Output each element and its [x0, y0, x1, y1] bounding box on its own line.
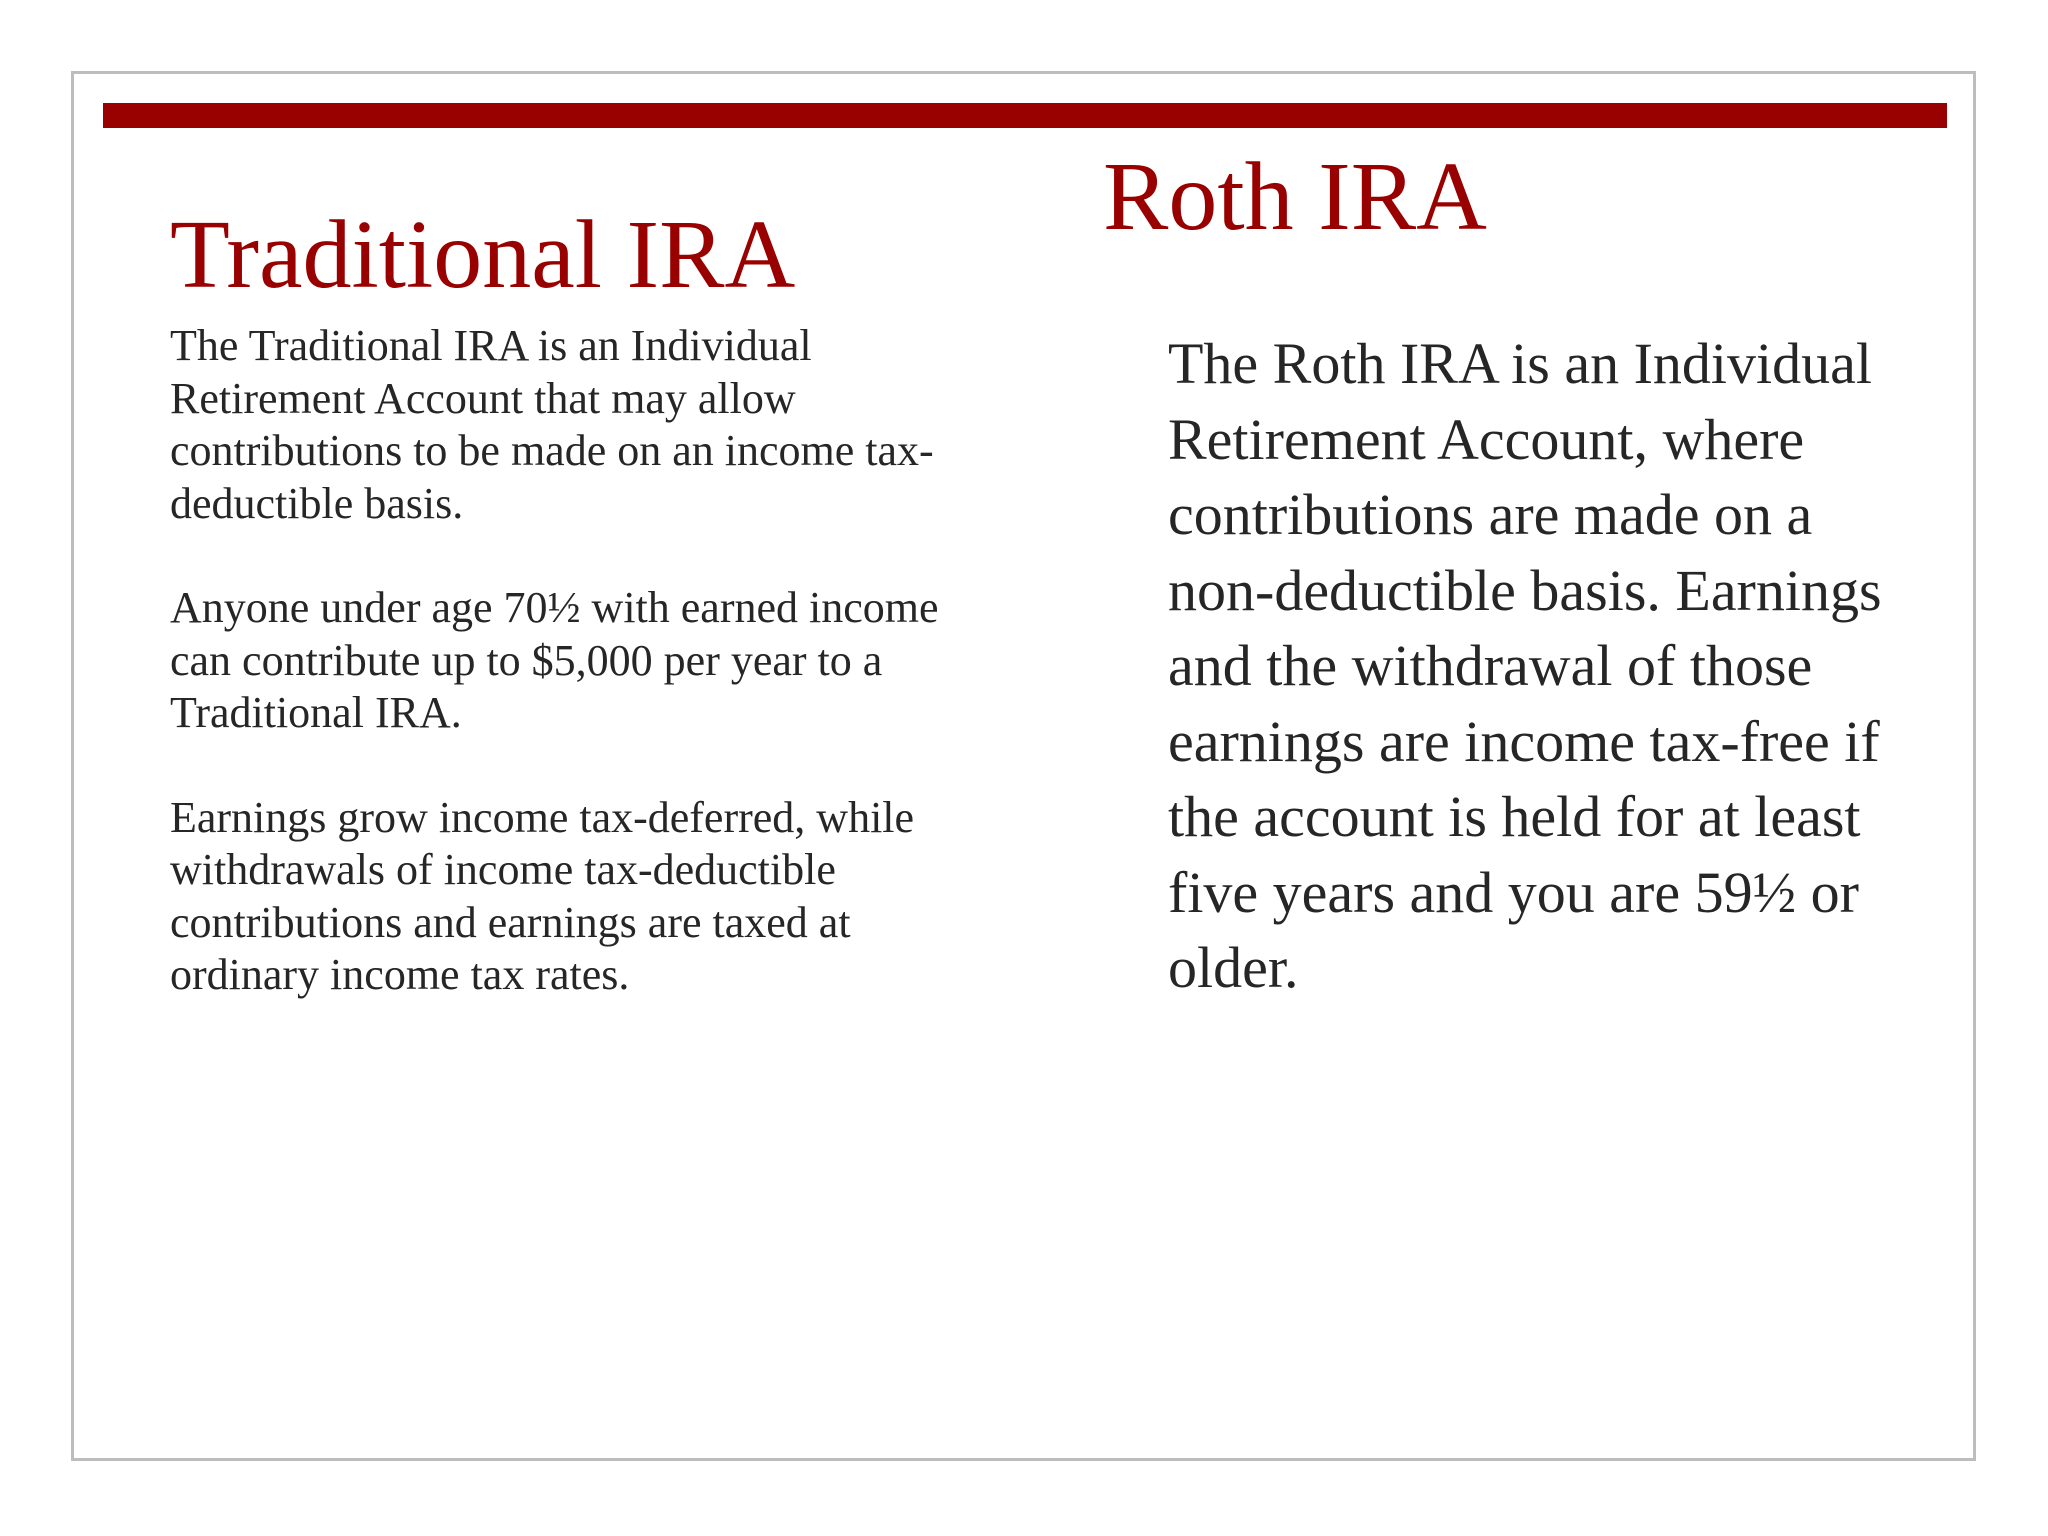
roth-ira-heading: Roth IRA	[1103, 143, 1487, 251]
slide-accent-bar	[103, 103, 1947, 128]
traditional-ira-taxation: Earnings grow income tax-deferred, while withdrawals of income tax-deductible contributions and earnings are taxed at ordinary income tax rates.	[170, 792, 915, 999]
traditional-ira-contribution-limit: Anyone under age 70½ with earned income can contribute up to $5,000 per year to a Traditional IRA.	[170, 583, 939, 737]
traditional-ira-definition: The Traditional IRA is an Individual Retirement Account that may allow contributions to be made on an income tax-deductible basis.	[170, 321, 934, 528]
roth-ira-body	[1168, 326, 1918, 1006]
traditional-ira-body	[170, 320, 960, 1054]
traditional-ira-heading: Traditional IRA	[170, 201, 796, 309]
roth-ira-description: The Roth IRA is an Individual Retirement Account, where contributions are made on a non-deductible basis. Earnings and the withdrawal of those earnings are income tax-free if the account is held for at least five years and you are 59½ or older.	[1168, 331, 1882, 1000]
